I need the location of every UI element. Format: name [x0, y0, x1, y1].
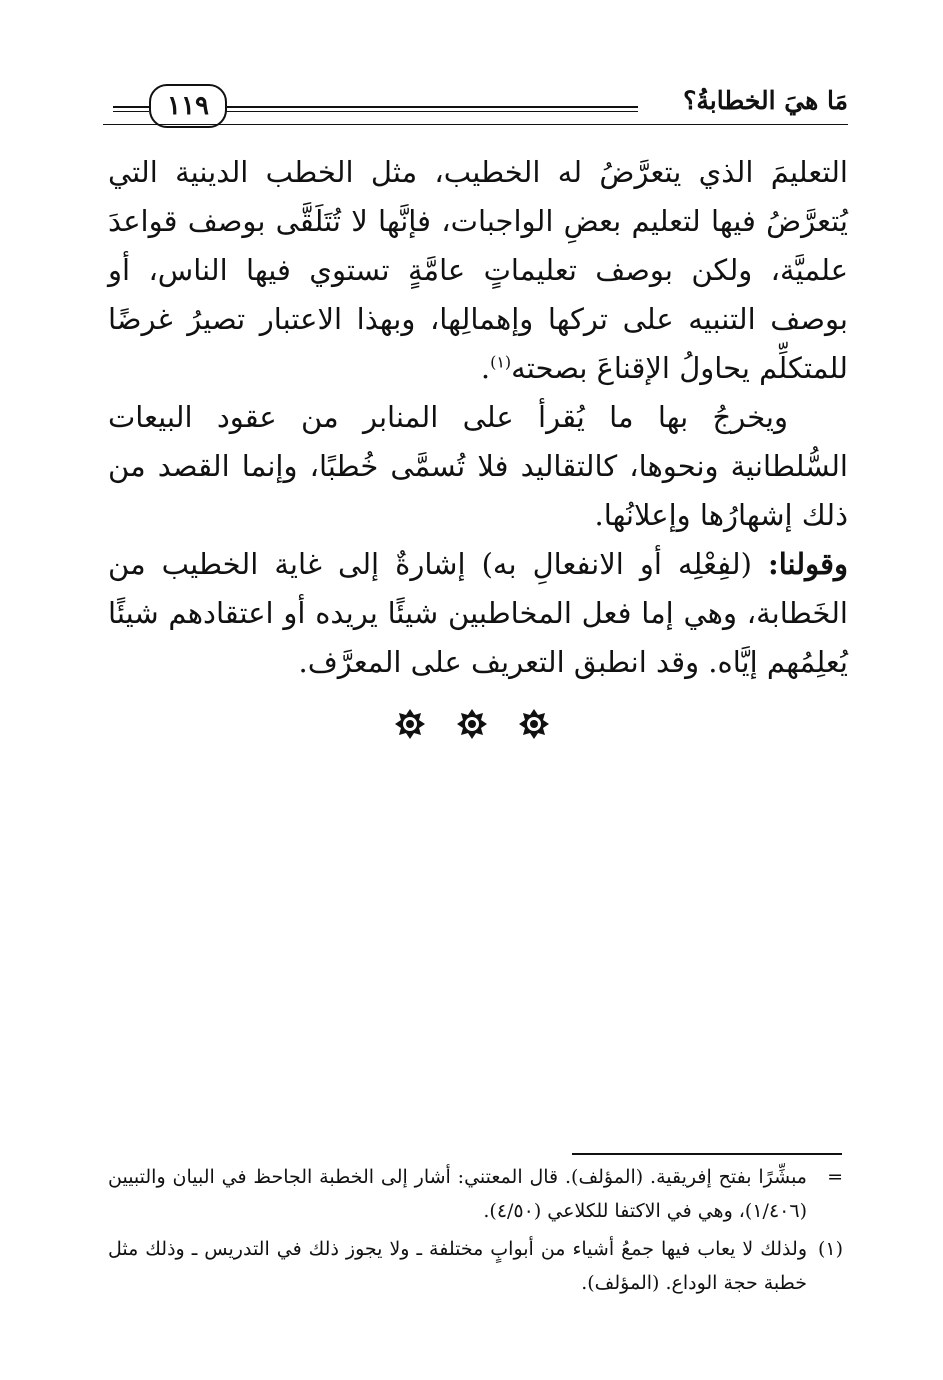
footnote-text: ولذلك لا يعاب فيها جمعُ أشياء من أبوابٍ مختلفة ـ ولا يجوز ذلك في التدريس ـ وذلك مثل خطبة حجة الوداع. (المؤلف).: [108, 1238, 807, 1294]
paragraph-3-lead: وقولنا:: [768, 547, 848, 581]
paragraph-1: [108, 148, 848, 393]
footnote-1: [108, 1232, 843, 1300]
chapter-title: مَا هيَ الخطابةُ؟: [683, 86, 848, 115]
footnotes: [108, 1160, 843, 1304]
ornament-star-icon: [456, 708, 488, 740]
section-divider: [0, 708, 943, 740]
paragraph-3: [108, 540, 848, 687]
footnote-mark: (١): [817, 1238, 843, 1260]
paragraph-1-end: .: [480, 351, 491, 385]
paragraph-3-text: (لفِعْلِه أو الانفعالِ به) إشارةٌ إلى غاية الخطيب من الخَطابة، وهي إما فعل المخاطبين شيئًا يريده أو اعتقادهم شيئًا يُعلِمُهم إيَّاه. وقد انطبق التعريف على المعرَّف.: [108, 547, 848, 679]
paragraph-2: ويخرجُ بها ما يُقرأ على المنابر من عقود البيعات السُّلطانية ونحوها، كالتقاليد فلا تُسمَّى خُطبًا، وإنما القصد من ذلك إشهارُها وإعلانُها.: [108, 400, 848, 532]
page-number: ١١٩: [149, 84, 227, 128]
paragraph-1-text: التعليمَ الذي يتعرَّضُ له الخطيب، مثل الخطب الدينية التي يُتعرَّضُ فيها لتعليم بعضِ الواجبات، فإنَّها لا تُتَلَقَّى بوصف قواعدَ علميَّة، ولكن بوصف تعليماتٍ عامَّةٍ تستوي فيها الناس، أو بوصف التنبيه على تركها وإهمالِها، وبهذا الاعتبار تصيرُ غرضًا للمتكلِّم يحاولُ الإقناعَ بصحته: [108, 155, 848, 385]
main-text: [108, 148, 848, 687]
header-rule-left: [113, 106, 149, 112]
page-header: [103, 78, 848, 128]
header-rule: [223, 106, 638, 112]
header-underline: [103, 124, 848, 125]
footnote-ref-1: (١): [490, 352, 512, 372]
footnote-text: مبشِّرًا بفتح إفريقية. (المؤلف). قال المعتني: أشار إلى الخطبة الجاحظ في البيان والتبيين (١/٤٠٦)، وهي في الاكتفا للكلاعي (٤/٥٠).: [108, 1166, 807, 1222]
footnote-continued: [108, 1160, 843, 1228]
ornament-star-icon: [394, 708, 426, 740]
footnote-rule: [572, 1153, 842, 1155]
footnote-mark: =: [827, 1166, 843, 1188]
ornament-star-icon: [518, 708, 550, 740]
